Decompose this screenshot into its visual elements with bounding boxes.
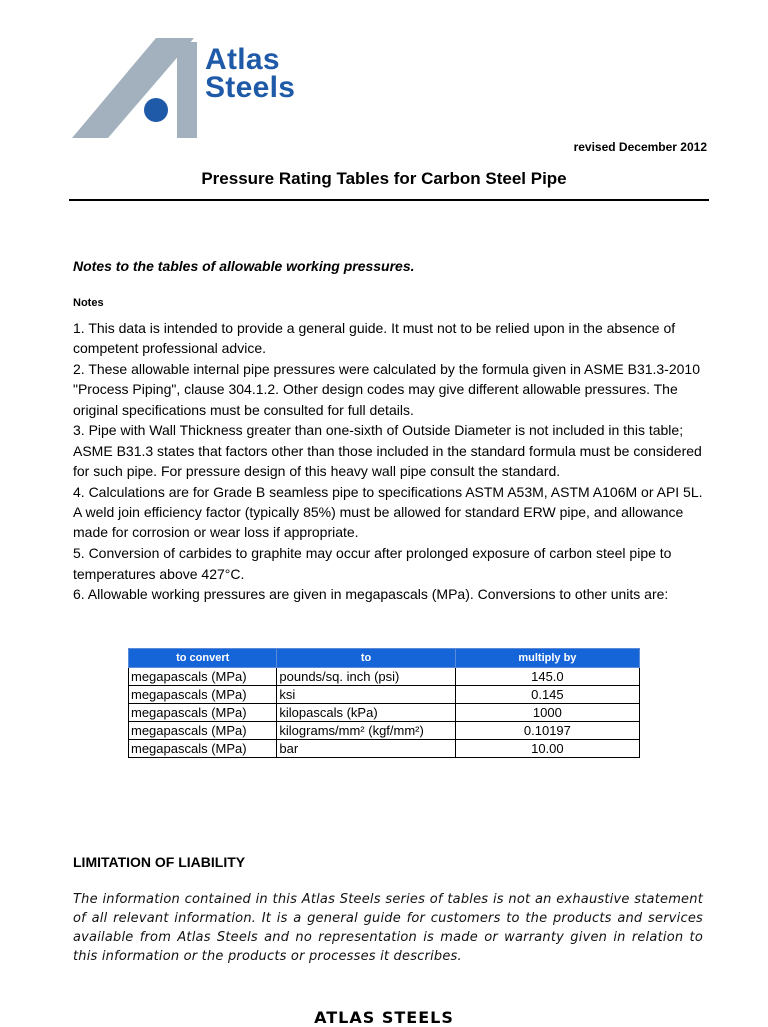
factor-cell: 145.0 [455,668,639,686]
factor-cell: 0.10197 [455,722,639,740]
section-subtitle: Notes to the tables of allowable working pressures. [73,258,415,274]
to-unit-cell: kilopascals (kPa) [277,704,455,722]
title-divider [69,199,709,201]
from-unit-cell: megapascals (MPa) [129,668,277,686]
note-3: 3. Pipe with Wall Thickness greater than one-sixth of Outside Diameter is not included in this table; ASME B31.3 states that factors other than those included in the standard formula must be considered for such pipe. For pressure design of this heavy wall pipe consult the standard. [73,422,702,480]
from-unit-cell: megapascals (MPa) [129,722,277,740]
table-row [129,686,640,704]
header-to: to [277,649,455,668]
logo-mark-icon [72,38,208,142]
page-title: Pressure Rating Tables for Carbon Steel Pipe [201,169,567,188]
table-row [129,740,640,758]
unit-conversion-table [128,648,640,758]
from-unit-cell: megapascals (MPa) [129,704,277,722]
atlas-steels-logo [72,38,312,142]
factor-cell: 0.145 [455,686,639,704]
note-1: 1. This data is intended to provide a general guide. It must not to be relied upon in the absence of competent professional advice. [73,320,676,357]
to-unit-cell: kilograms/mm² (kgf/mm²) [277,722,455,740]
logo-word-steels: Steels [205,71,296,104]
notes-label: Notes [73,297,104,309]
note-2: 2. These allowable internal pipe pressures were calculated by the formula given in ASME B31.3-2010 "Process Piping", clause 304.1.2. Other design codes may give different allowable pressures. The original specifications must be consulted for full details. [73,361,700,418]
notes-list [73,318,713,605]
liability-heading: LIMITATION OF LIABILITY [73,854,246,870]
to-unit-cell: ksi [277,686,455,704]
header-multiply-by: multiply by [455,649,639,668]
header-to-convert: to convert [129,649,277,668]
footer-brand: ATLAS STEELS [314,1008,454,1027]
from-unit-cell: megapascals (MPa) [129,740,277,758]
table-header-row [129,649,640,668]
table-row [129,668,640,686]
revision-date: revised December 2012 [573,140,707,154]
to-unit-cell: bar [277,740,455,758]
liability-text: The information contained in this Atlas Steels series of tables is not an exhaustive statement of all relevant information. It is a general guide for customers to the products and services available from Atlas Steels and no representation is made or warranty given in relation to this information or the products or processes it describes. [73,892,703,964]
table-row [129,704,640,722]
factor-cell: 1000 [455,704,639,722]
factor-cell: 10.00 [455,740,639,758]
logo-word-atlas: Atlas [205,43,280,76]
table-row [129,722,640,740]
from-unit-cell: megapascals (MPa) [129,686,277,704]
note-4: 4. Calculations are for Grade B seamless pipe to specifications ASTM A53M, ASTM A106M or API 5L. A weld join efficiency factor (typically 85%) must be allowed for standard ERW pipe, and allowance made for corrosion or wear loss if appropriate. [73,483,703,541]
note-6: 6. Allowable working pressures are given in megapascals (MPa). Conversions to other units are: [73,586,669,603]
note-5: 5. Conversion of carbides to graphite may occur after prolonged exposure of carbon steel pipe to temperatures above 427°C. [73,545,672,582]
to-unit-cell: pounds/sq. inch (psi) [277,668,455,686]
